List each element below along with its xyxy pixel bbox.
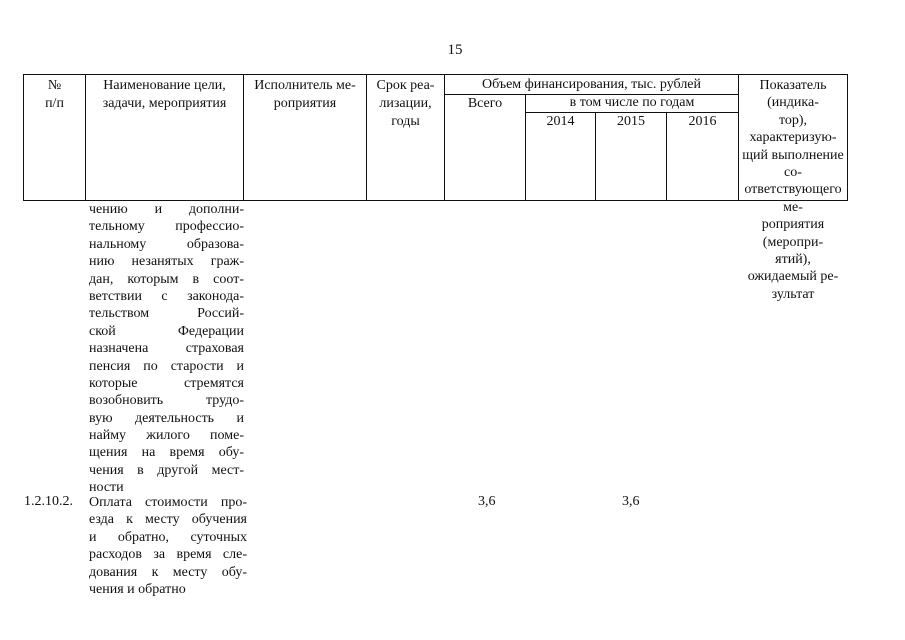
header-num: № п/п [45, 78, 64, 111]
text-line: чения и обратно [89, 581, 186, 597]
text-line: тельному профессио- [89, 219, 244, 235]
header-total: Всего [467, 96, 503, 111]
text-line: назначена страховая [89, 341, 244, 357]
text-line: которые стремятся [89, 375, 244, 391]
text-line: ветствии с законода- [89, 288, 244, 304]
text-line: Оплата стоимости про- [89, 495, 247, 510]
text-line: дан, которым в соот- [89, 271, 244, 287]
header-year-2014: 2014 [546, 114, 575, 129]
header-right-border [847, 74, 848, 201]
text-line: нию незанятых граж- [89, 254, 244, 270]
text-line: езда к месту обучения [89, 512, 247, 528]
text-line: ской Федерации [89, 323, 244, 339]
row-2-number: 1.2.10.2. [24, 494, 73, 509]
text-line: расходов за время сле- [89, 547, 247, 563]
text-line: ности [89, 480, 124, 496]
header-year-2015: 2015 [617, 114, 645, 129]
text-line: найму жилого поме- [89, 428, 244, 444]
text-line: вую деятельность и [89, 410, 244, 426]
header-period: Срок реа- лизации, годы [376, 78, 435, 129]
text-line: чения в другой мест- [89, 462, 244, 478]
row-2-total: 3,6 [478, 494, 496, 509]
row-1-name [89, 201, 244, 497]
text-line: щения на время обу- [89, 445, 244, 461]
header-year-2016: 2016 [688, 114, 717, 129]
header-executor: Исполнитель ме- роприятия [254, 78, 356, 111]
header-top-border [23, 74, 848, 75]
text-line: возобновить трудо- [89, 393, 244, 409]
row-2-name [89, 494, 247, 598]
text-line: и обратно, суточных [89, 529, 247, 545]
row-2-year-2015: 3,6 [622, 494, 640, 509]
header-by-years: в том числе по годам [569, 95, 695, 110]
page-number: 15 [447, 42, 463, 58]
header-funding: Объем финансирования, тыс. рублей [481, 77, 702, 92]
header-indicator: Показатель (индика- тор), характеризую- щий выполнение со- ответствующего ме- роприятия (меропри- ятий), ожидаемый ре- зультат [742, 78, 844, 302]
text-line: тельством Россий- [89, 306, 244, 322]
text-line: дования к месту обу- [89, 564, 247, 580]
text-line: пенсия по старости и [89, 358, 244, 374]
header-name: Наименование цели, задачи, мероприятия [102, 78, 227, 111]
text-line: чению и дополни- [89, 202, 244, 217]
text-line: нальному образова- [89, 236, 244, 252]
